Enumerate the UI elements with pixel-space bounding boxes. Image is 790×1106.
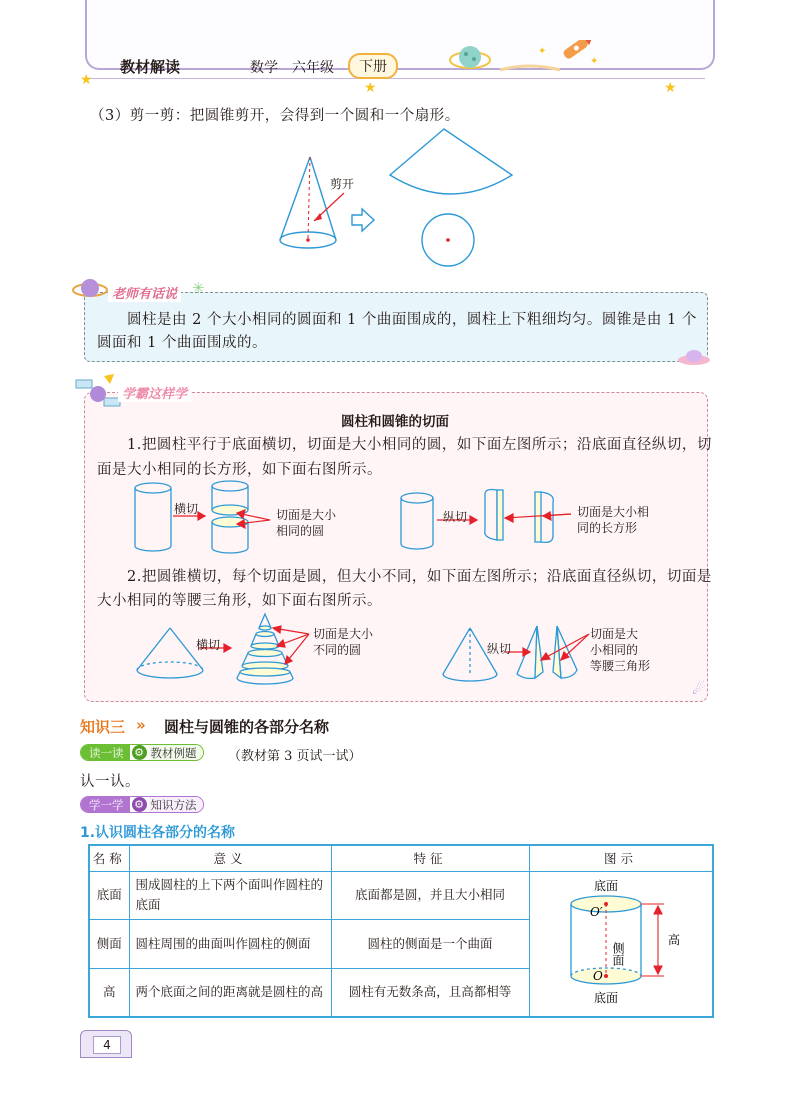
teacher-note-title: 老师有话说 — [108, 283, 181, 302]
cyl-cross-note1: 切面是大小 — [276, 508, 337, 522]
cut-label: 剪开 — [330, 177, 355, 191]
row-name: 底面 — [89, 871, 129, 920]
planet-rocket-decoration-icon — [440, 40, 600, 80]
read-tag: 读一读 — [81, 745, 130, 760]
cylinder-parts-diagram — [530, 872, 712, 1010]
read-tag-pill — [80, 744, 204, 761]
learn-tag-pill — [80, 796, 204, 813]
xueba-p1-line1: 1.把圆柱平行于底面横切，切面是大小相同的圆，如下面左图所示；沿底面直径纵切，切 — [127, 437, 712, 453]
row-meaning: 围成圆柱的上下两个面叫作圆柱的底面 — [129, 871, 331, 920]
row-feature: 圆柱的侧面是一个曲面 — [331, 920, 529, 969]
xueba-p2-line1: 2.把圆锥横切，每个切面是圆，但大小不同，如下面左图所示；沿底面直径纵切，切面是 — [127, 569, 712, 585]
star-icon: ★ — [364, 80, 377, 96]
star-icon: ★ — [664, 80, 677, 96]
row-meaning: 两个底面之间的距离就是圆柱的高 — [129, 968, 331, 1017]
header-rule — [85, 78, 705, 79]
xueba-p1-line2: 面是大小相同的长方形，如下面右图所示。 — [97, 462, 382, 478]
xueba-heading: 圆柱和圆锥的切面 — [341, 414, 449, 430]
row-name: 侧面 — [89, 920, 129, 969]
diagram-bottom-label: 底面 — [593, 990, 618, 1005]
cyl-cross-label: 横切 — [174, 502, 199, 516]
transform-arrow-icon — [352, 209, 374, 231]
cyl-cross-note2: 相同的圆 — [276, 524, 325, 538]
header-section-title: 教材解读 — [120, 58, 181, 76]
xueba-title: 学霸这样学 — [118, 383, 191, 402]
diagram-side-label: 侧面 — [610, 941, 625, 966]
diagram-top-label: 底面 — [593, 878, 618, 893]
read-sub: 教材例题 — [149, 745, 203, 761]
svg-text:✦: ✦ — [538, 46, 547, 57]
cone-cross-note1: 切面是大小 — [313, 627, 374, 641]
diagram-top-center: O′ — [589, 904, 603, 919]
read-ref: （教材第 3 页试一试） — [228, 749, 362, 764]
cone-long-note1: 切面是大 — [590, 627, 639, 641]
sparkle-icon: ✳ — [192, 279, 205, 297]
svg-text:✦: ✦ — [590, 56, 599, 67]
knowledge-number: 知识三 — [80, 718, 126, 736]
cone-figure — [280, 157, 344, 248]
header-subject: 数学 — [250, 60, 278, 76]
star-icon: ★ — [80, 72, 93, 88]
table-header: 名称 — [89, 845, 129, 871]
row-feature: 底面都是圆，并且大小相同 — [331, 871, 529, 920]
subheading: 1.认识圆柱各部分的名称 — [80, 825, 236, 841]
cut-step-text: （3）剪一剪：把圆锥剪开，会得到一个圆和一个扇形。 — [90, 108, 460, 124]
cylinder-parts-table — [88, 844, 714, 1018]
table-header: 意义 — [129, 845, 331, 871]
table-header: 图示 — [529, 845, 713, 871]
learn-tag: 学一学 — [81, 797, 130, 812]
cone-net-diagram — [270, 125, 530, 275]
diagram-bottom-center: O — [592, 968, 603, 983]
satellite-icon — [74, 372, 124, 414]
knowledge-title: 圆柱与圆锥的各部分名称 — [164, 718, 330, 736]
cone-cross-label: 横切 — [196, 638, 221, 652]
gear-icon: ⚙ — [132, 797, 147, 812]
table-header: 特征 — [331, 845, 529, 871]
teacher-note-line2: 圆面和 1 个曲面围成的。 — [97, 335, 267, 351]
ufo-icon — [676, 346, 712, 368]
row-feature: 圆柱有无数条高，且高都相等 — [331, 968, 529, 1017]
gear-icon: ⚙ — [132, 745, 147, 760]
xueba-p2-line2: 大小相同的等腰三角形，如下面右图所示。 — [97, 593, 382, 609]
row-name: 高 — [89, 968, 129, 1017]
header-grade: 六年级 — [292, 60, 334, 76]
recognize-text: 认一认。 — [80, 774, 140, 790]
comet-icon: ☄ — [692, 680, 706, 698]
table-row — [89, 871, 713, 920]
learn-sub: 知识方法 — [149, 797, 203, 813]
cyl-long-label: 纵切 — [443, 510, 468, 524]
cone-long-note2: 小相同的 — [590, 643, 639, 657]
sector-shape — [390, 129, 512, 194]
double-chevron-icon: » — [136, 716, 146, 734]
page-number: 4 — [93, 1036, 121, 1054]
cone-long-note3: 等腰三角形 — [590, 659, 651, 673]
cone-long-label: 纵切 — [487, 642, 512, 656]
teacher-note-line1: 圆柱是由 2 个大小相同的圆面和 1 个曲面围成的，圆柱上下粗细均匀。圆锥是由 1 个 — [127, 312, 697, 328]
cyl-long-note1: 切面是大小相 — [577, 505, 650, 519]
planet-icon — [70, 275, 110, 303]
cyl-long-note2: 同的长方形 — [577, 521, 638, 535]
row-meaning: 圆柱周围的曲面叫作圆柱的侧面 — [129, 920, 331, 969]
cone-cross-note2: 不同的圆 — [313, 643, 362, 657]
diagram-height-label: 高 — [667, 932, 680, 947]
diagram-cell — [529, 871, 713, 1017]
table-header-row — [89, 845, 713, 871]
header-volume-badge: 下册 — [348, 53, 398, 79]
